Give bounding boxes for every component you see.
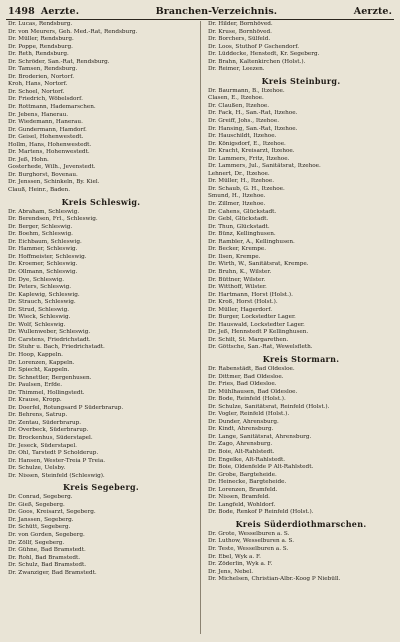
directory-entry: Dr. Lange, Sanitätsrat, Ahrensburg. xyxy=(208,433,312,440)
directory-entry: Dr. Thimmel, Hollingstedt. xyxy=(8,389,85,396)
directory-entry: Dr. Bode, Reinfeld (Holst.). xyxy=(208,396,286,403)
directory-entry: Dr. Berendsen, Frl., Schleswig. xyxy=(8,216,98,223)
directory-entry: Dr. Peters, Schleswig. xyxy=(8,284,72,291)
directory-entry: Dr. Berger, Schleswig. xyxy=(8,223,73,230)
directory-entry: Dr. Kracht, Kreisarzt, Itzehoe. xyxy=(208,148,295,155)
directory-entry: Dr. Carstens, Friedrichstadt. xyxy=(8,336,91,343)
directory-entry: Dr. Lorenzen, Bramfeld. xyxy=(208,486,278,493)
directory-entry: Dr. Fack, H., San.-Rat, Itzehoe. xyxy=(208,110,298,117)
directory-entry: Dr. Dunder, Ahrensburg. xyxy=(208,418,279,425)
directory-entry: Dr. Grote, Wesselburen a. S. xyxy=(208,530,290,537)
directory-entry: Dr. Schaub, G. H., Itzehoe. xyxy=(208,185,285,192)
directory-entry: Dr. Büttner, Wilster. xyxy=(208,276,266,283)
directory-entry: Dr. Hauschildt, Itzehoe. xyxy=(208,133,277,140)
directory-entry: Dr. Hansen, Wester-Treia P Treia. xyxy=(8,457,106,464)
directory-entry: Smund, H., Itzehoe. xyxy=(208,193,266,200)
directory-entry: Dr. Hoop, Kappeln. xyxy=(8,351,63,358)
directory-entry: Dr. Rottmann, Hademarschen. xyxy=(8,104,96,111)
directory-entry: Dr. Dittmer, Bad Oldesloe. xyxy=(208,373,284,380)
directory-entry: Dr. Thun, Glückstadt. xyxy=(208,223,270,230)
directory-entry: Dr. Hoffmeister, Schleswig. xyxy=(8,253,87,260)
directory-entry: Dr. Martens, Hohenwestedt. xyxy=(8,149,90,156)
header-right: Aerzte. xyxy=(353,5,392,17)
directory-entry: Dr. Hartmann, Horst (Holst.). xyxy=(208,291,293,298)
directory-entry: Dr. Müller, H., Itzehoe. xyxy=(208,178,275,185)
directory-entry: Dr. Langfeld, Wohldorf. xyxy=(208,501,276,508)
directory-entry: Dr. Becker, Krempe. xyxy=(208,246,267,253)
directory-entry: Dr. Kroß, Horst (Holst.). xyxy=(208,299,278,306)
directory-entry: Dr. Hauswald, Lockstedter Lager. xyxy=(208,321,305,328)
directory-entry: Dr. Ollmann, Schleswig. xyxy=(8,268,78,275)
directory-entry: Dr. Ilsen, Krempe. xyxy=(208,253,261,260)
page-header xyxy=(8,4,392,18)
directory-entry: Dr. Geisel, Hohenwestedt. xyxy=(8,134,84,141)
directory-entry: Dr. Mühlhausen, Bad Oldesloe. xyxy=(208,388,298,395)
directory-entry: Dr. Bünz, Kellinghusen. xyxy=(208,231,276,238)
directory-entry: Dr. Jeseck, Süderstapel. xyxy=(8,442,77,449)
directory-entry: Dr. Schütt, Segeberg. xyxy=(8,524,71,531)
header-left: Aerzte. xyxy=(40,5,80,17)
directory-entry: Clasen, E., Itzehoe. xyxy=(208,95,264,102)
directory-entry: Dr. Dye, Schleswig. xyxy=(8,276,65,283)
directory-entry: Dr. Boie, Oldenfelde P Alt-Rahlstedt. xyxy=(208,464,314,471)
directory-entry: Dr. Abraham, Schleswig. xyxy=(8,208,80,215)
directory-entry: Dr. Borchers, Sülfeld. xyxy=(208,36,271,43)
directory-entry: Dr. Gebl, Glückstadt. xyxy=(208,216,269,223)
directory-entry: Dr. Jeß, Hohn. xyxy=(8,156,49,163)
left-column xyxy=(8,21,194,636)
directory-entry: Dr. Wirth, W., Sanitätsrat, Krempe. xyxy=(208,261,309,268)
directory-entry: Dr. Tamsen, Rendsburg. xyxy=(8,66,78,73)
directory-entry: Dr. Boie, Alt-Rahlstedt. xyxy=(208,448,275,455)
directory-entry: Dr. Baurmann, B., Itzehoe. xyxy=(208,87,285,94)
directory-entry: Dr. Loos, Stuthof P Gschendorf. xyxy=(208,43,300,50)
page-number: 1498 xyxy=(8,5,35,17)
directory-entry: Dr. Wolf, Schleswig. xyxy=(8,321,66,328)
directory-entry: Dr. Doerfel, Rotungsard P Süderbrarup. xyxy=(8,404,124,411)
section-heading: Kreis Schleswig. xyxy=(61,196,141,207)
directory-entry: Dr. Engelke, Alt-Rahlstedt. xyxy=(208,456,286,463)
directory-entry: Dr. Spiecht, Kappeln. xyxy=(8,367,70,374)
directory-entry: Dr. Ohl, Tarstedt P Scholderup. xyxy=(8,450,99,457)
directory-entry: Dr. Bode, Renkof P Reinfeld (Holst.). xyxy=(208,509,314,516)
directory-entry: Dr. Boehm, Schleswig. xyxy=(8,231,73,238)
directory-entry: Dr. Kindt, Ahrensburg. xyxy=(208,426,274,433)
directory-entry: Dr. Zöllf, Segeberg. xyxy=(8,539,65,546)
directory-entry: Dr. Paulsen, Erfde. xyxy=(8,382,63,389)
directory-entry: Dr. Zago, Ahrensburg. xyxy=(208,441,273,448)
directory-entry: Dr. von Meurers, Geh. Med.-Rat, Rendsburg. xyxy=(8,28,138,35)
directory-entry: Hollm, Hans, Hohenwestedt. xyxy=(8,141,92,148)
directory-entry: Dr. Schilt, St. Margarethen. xyxy=(208,336,289,343)
directory-entry: Dr. Brockenhus, Süderstapel. xyxy=(8,434,93,441)
directory-entry: Dr. Jebens, Hanerau. xyxy=(8,111,69,118)
directory-entry: Dr. Lorenzen, Kappeln. xyxy=(8,359,75,366)
directory-entry: Dr. Broderien, Nortorf. xyxy=(8,73,75,80)
directory-entry: Dr. Janssen, Segeberg. xyxy=(8,516,74,523)
section-heading: Kreis Segeberg. xyxy=(63,482,139,493)
section-heading: Kreis Süderdiothmarschen. xyxy=(235,518,367,529)
directory-entry: Dr. Jeß, Hennstedt P Kellinghusen. xyxy=(208,329,309,336)
directory-entry: Dr. Burghorst, Bovenau. xyxy=(8,171,78,178)
header-title: Branchen-Verzeichnis. xyxy=(155,5,278,17)
directory-entry: Dr. Vogler, Reinfeld (Holst.). xyxy=(208,411,290,418)
directory-entry: Dr. Hansing, San.-Rat, Itzehoe. xyxy=(208,125,298,132)
directory-entry: Dr. Zöderlin, Wyk a. F. xyxy=(208,561,273,568)
directory-entry: Dr. Fries, Bad Oldesloe. xyxy=(208,381,277,388)
directory-entry: Dr. Müller, Rendsburg. xyxy=(8,36,74,43)
directory-entry: Lehnert, Dr., Itzehoe. xyxy=(208,170,270,177)
directory-entry: Dr. Cahens, Glückstadt. xyxy=(208,208,277,215)
directory-entry: Dr. Wullenweber, Schleswig. xyxy=(8,329,91,336)
column-divider xyxy=(200,21,201,634)
directory-entry: Dr. Gieß, Segeberg. xyxy=(8,501,65,508)
directory-entry: Dr. Lammers, Jul., Sanitätsrat, Itzehoe. xyxy=(208,163,321,170)
directory-entry: Dr. Lüddecke, Henstedt, Kr. Segeberg. xyxy=(208,51,320,58)
directory-entry: Dr. Strauch, Schleswig. xyxy=(8,299,76,306)
directory-entry: Dr. Strud, Schleswig. xyxy=(8,306,70,313)
directory-entry: Kroh, Hans, Nortorf. xyxy=(8,81,68,88)
section-heading: Kreis Stormarn. xyxy=(262,353,340,364)
directory-entry: Dr. Schulz, Bad Bramstedt. xyxy=(8,562,87,569)
directory-entry: Dr. Michelsen, Christian-Albr.-Koog P Niebüll. xyxy=(208,576,341,583)
directory-entry: Dr. Kroemer, Schleswig. xyxy=(8,261,78,268)
directory-entry: Dr. Heinecke, Bargteheide. xyxy=(208,479,287,486)
directory-entry: Dr. Schulze, Sanitätsrat, Reinfeld (Holst.). xyxy=(208,403,330,410)
directory-entry: Dr. Rabenstädt, Bad Oldesloe. xyxy=(208,365,295,372)
directory-entry: Dr. Kruse, Bornhöved. xyxy=(208,28,272,35)
directory-entry: Dr. Schoel, Nortorf. xyxy=(8,88,65,95)
directory-entry: Dr. Gundermann, Hamdorf. xyxy=(8,126,87,133)
directory-entry: Dr. Luthow, Wesselburen a. S. xyxy=(208,538,295,545)
directory-entry: Dr. Bruhn, K., Wilster. xyxy=(208,268,272,275)
directory-entry: Dr. Nissen, Steinfeld (Schleswig). xyxy=(8,472,105,479)
directory-entry: Dr. Kaplewig, Schleswig. xyxy=(8,291,80,298)
directory-entry: Dr. Conrad, Segeberg. xyxy=(8,494,73,501)
header-rule xyxy=(6,19,394,20)
directory-entry: Dr. Grobe, Bargteheide. xyxy=(208,471,277,478)
directory-entry: Dr. Poppe, Rendsburg. xyxy=(8,43,73,50)
directory-entry: Dr. Gühne, Bad Bramstedt. xyxy=(8,547,86,554)
directory-entry: Dr. Rohl, Bad Bramstedt. xyxy=(8,554,81,561)
directory-entry: Dr. Stuhr u. Bach, Friedrichstadt. xyxy=(8,344,105,351)
right-column xyxy=(208,21,394,636)
directory-entry: Dr. Friedrich, Wöbelsdorf. xyxy=(8,96,83,103)
directory-entry: Dr. Königsdorf, E., Itzehoe. xyxy=(208,140,286,147)
directory-entry: Dr. Krause, Kropp. xyxy=(8,397,62,404)
section-heading: Kreis Steinburg. xyxy=(261,75,341,86)
directory-entry: Dr. Eichbaum, Schleswig. xyxy=(8,238,82,245)
directory-entry: Dr. Nissen, Bramfeld. xyxy=(208,494,270,501)
directory-entry: Dr. Ebel, Wyk a. F. xyxy=(208,553,261,560)
directory-entry: Dr. Reimer, Leezen. xyxy=(208,66,265,73)
directory-entry: Dr. Wiedemann, Hanerau. xyxy=(8,119,83,126)
directory-entry: Dr. Zillmer, Itzehoe. xyxy=(208,201,266,208)
directory-entry: Dr. Greiff, Johs., Itzehoe. xyxy=(208,118,280,125)
directory-entry: Dr. Rambler, A., Kellinghusen. xyxy=(208,238,295,245)
directory-entry: Dr. Lammers, Fritz, Itzehoe. xyxy=(208,155,290,162)
directory-entry: Dr. Schulze, Uelsby. xyxy=(8,465,66,472)
directory-entry: Dr. Hammer, Schleswig. xyxy=(8,246,78,253)
directory-entry: Dr. Reth, Rendsburg. xyxy=(8,51,69,58)
directory-entry: Dr. Jens, Nebel. xyxy=(208,568,254,575)
directory-entry: Dr. Behrens, Satrup. xyxy=(8,412,68,419)
directory-entry: Dr. Overbeck, Süderbrarup. xyxy=(8,427,89,434)
directory-entry: Dr. Teste, Wesselburen a. S. xyxy=(208,546,289,552)
directory-entry: Gosterhede, Wilh., Jevenstedt. xyxy=(8,164,96,171)
directory-entry: Dr. Brahn, Kaltenkirchen (Holst.). xyxy=(208,58,306,65)
directory-entry: Dr. Wieck, Schleswig. xyxy=(8,314,71,321)
directory-entry: Dr. Jenssen, Schinkeln, By. Kiel. xyxy=(8,179,100,186)
directory-entry: Dr. Zentau, Süderbrarup. xyxy=(8,419,82,426)
directory-entry: Dr. Göttsche, San.-Rat, Wewelsfleth. xyxy=(208,344,313,351)
directory-entry: Dr. Zwanziger, Bad Bramstedt. xyxy=(8,569,97,576)
directory-entry: Dr. von Gorden, Segeberg. xyxy=(8,532,85,538)
directory-entry: Dr. Witthoff, Wilster. xyxy=(208,284,267,291)
directory-entry: Dr. Müller, Hagerdorf. xyxy=(208,306,273,313)
directory-entry: Dr. Hilder, Bornhöved. xyxy=(208,21,273,27)
directory-entry: Dr. Lucas, Rendsburg. xyxy=(8,21,73,27)
directory-entry: Dr. Burger, Lockstedter Lager. xyxy=(208,314,296,321)
directory-entry: Dr. Schnettler, Bergenhusen. xyxy=(8,374,92,381)
directory-entry: Dr. Claußen, Itzehoe. xyxy=(208,102,270,109)
directory-entry: Clauß, Heinr., Baden. xyxy=(8,187,71,194)
directory-entry: Dr. Schröder, San.-Rat, Rendsburg. xyxy=(8,58,110,65)
directory-entry: Dr. Goos, Kreisarzt, Segeberg. xyxy=(8,509,96,516)
